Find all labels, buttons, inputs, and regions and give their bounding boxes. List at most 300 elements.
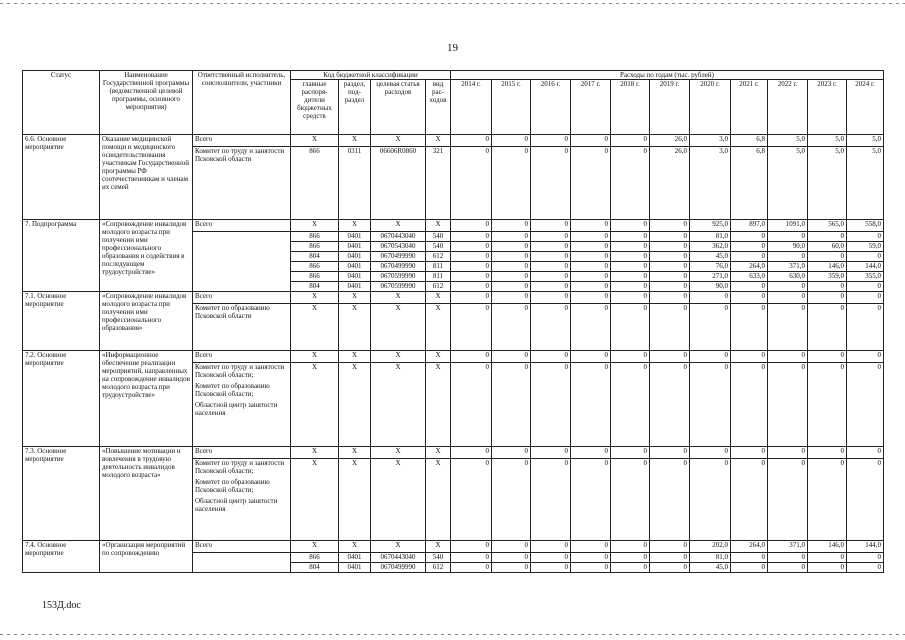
status-cell: 7.1. Основное мероприятие	[23, 292, 100, 351]
expense-value-cell: 0	[451, 252, 492, 262]
program-name-cell: «Повышение мотивации и вовлечения в трудовую деятельность инвалидов молодого возраста»	[100, 447, 193, 541]
responsible-entry: Комитет по труду и занятости Псковской области;	[195, 459, 285, 475]
budget-code-cell: X	[426, 363, 451, 447]
expense-value-cell: 0	[492, 553, 531, 563]
header-status: Статус	[23, 71, 100, 135]
expense-value-cell: 0	[731, 459, 768, 541]
responsible-entry: Комитет по образованию Псковской области	[195, 304, 270, 320]
status-cell: 7.2. Основное мероприятие	[23, 351, 100, 447]
budget-code-cell: X	[426, 351, 451, 363]
expense-value-cell: 0	[451, 292, 492, 304]
expense-value-cell: 5,0	[808, 147, 847, 220]
expense-value-cell: 0	[611, 252, 650, 262]
expense-value-cell: 0	[531, 252, 571, 262]
header-year: 2017 г.	[571, 80, 611, 135]
program-name-cell: Оказание медицинской помощи и медицинского освидетельствования участникам Государственной программы РФ соотечественникам и членам их семей	[100, 135, 193, 220]
expense-value-cell: 0	[492, 220, 531, 232]
budget-code-cell: X	[291, 459, 339, 541]
expense-value-cell: 0	[531, 447, 571, 459]
budget-code-cell: 866	[291, 272, 339, 282]
expense-value-cell: 0	[571, 447, 611, 459]
expense-value-cell: 0	[451, 262, 492, 272]
expense-value-cell: 0	[847, 232, 884, 242]
expense-value-cell: 0	[847, 363, 884, 447]
budget-code-cell: X	[339, 351, 371, 363]
budget-code-cell: X	[426, 220, 451, 232]
expense-value-cell: 0	[531, 541, 571, 553]
expense-value-cell: 0	[492, 252, 531, 262]
expense-value-cell: 0	[808, 351, 847, 363]
budget-code-cell: X	[291, 304, 339, 351]
expense-value-cell: 0	[492, 282, 531, 292]
expense-value-cell: 359,0	[808, 272, 847, 282]
budget-code-cell: X	[339, 135, 371, 147]
budget-code-cell: 0670499990	[371, 563, 426, 573]
expense-value-cell: 0	[611, 304, 650, 351]
status-cell: 6.6. Основное мероприятие	[23, 135, 100, 220]
expense-value-cell: 0	[650, 252, 690, 262]
expense-value-cell: 0	[611, 242, 650, 252]
expense-value-cell: 0	[571, 147, 611, 220]
expense-value-cell: 0	[611, 292, 650, 304]
expense-value-cell: 0	[808, 459, 847, 541]
expense-value-cell: 0	[611, 147, 650, 220]
budget-code-cell: X	[371, 363, 426, 447]
expense-value-cell: 0	[531, 459, 571, 541]
expense-value-cell: 0	[650, 282, 690, 292]
budget-code-cell: X	[371, 220, 426, 232]
expense-value-cell: 633,0	[731, 272, 768, 282]
expense-value-cell: 0	[847, 563, 884, 573]
expense-value-cell: 0	[451, 447, 492, 459]
expense-value-cell: 144,0	[847, 541, 884, 553]
expense-value-cell: 0	[808, 447, 847, 459]
expense-value-cell: 0	[690, 447, 731, 459]
responsible-entry: Всего	[195, 220, 213, 228]
budget-code-cell: 0401	[339, 242, 371, 252]
responsible-entry: Комитет по труду и занятости Псковской области	[195, 147, 285, 163]
expense-value-cell: 0	[768, 282, 808, 292]
expense-value-cell: 81,0	[690, 232, 731, 242]
expense-value-cell: 0	[531, 351, 571, 363]
header-responsible: Ответственный исполнитель, соисполнители, участники	[193, 71, 291, 135]
expense-value-cell: 0	[451, 147, 492, 220]
expense-value-cell: 5,0	[768, 135, 808, 147]
responsible-cell	[193, 135, 291, 147]
budget-code-cell: 811	[426, 262, 451, 272]
budget-code-cell: 0670499990	[371, 252, 426, 262]
expense-value-cell: 0	[808, 363, 847, 447]
budget-code-cell: 0401	[339, 553, 371, 563]
budget-code-cell: 0401	[339, 272, 371, 282]
expense-value-cell: 81,0	[690, 553, 731, 563]
expense-value-cell: 0	[571, 135, 611, 147]
expense-value-cell: 0	[650, 292, 690, 304]
expense-value-cell: 0	[847, 252, 884, 262]
table-row	[23, 220, 884, 232]
expense-value-cell: 0	[531, 242, 571, 252]
expense-value-cell: 371,0	[768, 262, 808, 272]
expense-value-cell: 0	[531, 553, 571, 563]
expense-value-cell: 0	[531, 272, 571, 282]
expense-value-cell: 0	[492, 363, 531, 447]
expense-value-cell: 0	[768, 252, 808, 262]
budget-code-cell: 0670499990	[371, 262, 426, 272]
scan-edge-top	[0, 3, 905, 4]
expense-value-cell: 0	[650, 272, 690, 282]
expense-value-cell: 0	[768, 447, 808, 459]
expense-value-cell: 5,0	[847, 147, 884, 220]
table-body	[23, 135, 884, 573]
expense-value-cell: 362,0	[690, 242, 731, 252]
table-row	[23, 292, 884, 304]
header-year: 2015 г.	[492, 80, 531, 135]
expense-value-cell: 0	[690, 363, 731, 447]
status-cell: 7. Подпрограмма	[23, 220, 100, 292]
budget-code-cell: X	[291, 363, 339, 447]
budget-code-cell: X	[371, 351, 426, 363]
expense-value-cell: 897,0	[731, 220, 768, 232]
expense-value-cell: 0	[531, 262, 571, 272]
header-year: 2016 г.	[531, 80, 571, 135]
budget-code-cell: X	[426, 541, 451, 553]
responsible-entry: Всего	[195, 351, 213, 359]
expense-value-cell: 76,0	[690, 262, 731, 272]
expense-value-cell: 0	[611, 459, 650, 541]
expense-value-cell: 0	[492, 147, 531, 220]
expense-value-cell: 0	[611, 232, 650, 242]
expense-value-cell: 0	[650, 447, 690, 459]
expense-value-cell: 0	[492, 272, 531, 282]
responsible-entry: Комитет по образованию Псковской области;	[195, 382, 270, 398]
expense-value-cell: 0	[451, 232, 492, 242]
expense-value-cell: 3,0	[690, 147, 731, 220]
expense-value-cell: 0	[492, 242, 531, 252]
expense-value-cell: 0	[451, 272, 492, 282]
expense-value-cell: 0	[571, 541, 611, 553]
table-header	[23, 71, 884, 135]
expense-value-cell: 0	[731, 232, 768, 242]
budget-code-cell: 0670599990	[371, 282, 426, 292]
header-year: 2014 г.	[451, 80, 492, 135]
responsible-cell	[193, 447, 291, 459]
expense-value-cell: 0	[690, 292, 731, 304]
responsible-entry: Комитет по образованию Псковской области;	[195, 478, 270, 494]
expense-value-cell: 0	[808, 563, 847, 573]
budget-code-cell: 866	[291, 242, 339, 252]
budget-code-cell: 540	[426, 242, 451, 252]
expense-value-cell: 0	[571, 252, 611, 262]
budget-table	[22, 70, 884, 573]
expense-value-cell: 0	[611, 135, 650, 147]
program-name-cell: «Сопровождение инвалидов молодого возраста при получении ими профессионального образования»	[100, 292, 193, 351]
budget-code-cell: 866	[291, 147, 339, 220]
responsible-cell	[193, 304, 291, 351]
budget-code-cell: 321	[426, 147, 451, 220]
expense-value-cell: 0	[650, 563, 690, 573]
expense-value-cell: 0	[731, 292, 768, 304]
expense-value-cell: 0	[847, 282, 884, 292]
expense-value-cell: 0	[571, 351, 611, 363]
budget-code-cell: X	[291, 135, 339, 147]
expense-value-cell: 0	[451, 459, 492, 541]
expense-value-cell: 0	[492, 262, 531, 272]
program-name-cell: «Сопровождение инвалидов молодого возраста при получении ими профессионального образования и содействия в последующем трудоустройстве»	[100, 220, 193, 292]
expense-value-cell: 146,0	[808, 262, 847, 272]
expense-value-cell: 0	[847, 447, 884, 459]
budget-code-cell: X	[371, 541, 426, 553]
budget-code-cell: X	[371, 135, 426, 147]
budget-code-cell: X	[339, 304, 371, 351]
expense-value-cell: 0	[611, 541, 650, 553]
expense-value-cell: 0	[531, 147, 571, 220]
responsible-cell	[193, 541, 291, 553]
expense-value-cell: 0	[847, 304, 884, 351]
expense-value-cell: 6,8	[731, 135, 768, 147]
expense-value-cell: 0	[451, 553, 492, 563]
expense-value-cell: 1091,0	[768, 220, 808, 232]
expense-value-cell: 45,0	[690, 563, 731, 573]
budget-code-cell: X	[371, 447, 426, 459]
responsible-cell	[193, 459, 291, 541]
expense-value-cell: 0	[451, 351, 492, 363]
expense-value-cell: 0	[847, 553, 884, 563]
budget-code-cell: X	[426, 447, 451, 459]
expense-value-cell: 26,0	[650, 147, 690, 220]
page-number: 19	[447, 42, 458, 54]
expense-value-cell: 0	[650, 553, 690, 563]
expense-value-cell: 0	[451, 282, 492, 292]
table-row	[23, 135, 884, 147]
expense-value-cell: 0	[847, 459, 884, 541]
expense-value-cell: 0	[768, 553, 808, 563]
expense-value-cell: 0	[571, 304, 611, 351]
responsible-entry: Комитет по труду и занятости Псковской области;	[195, 363, 285, 379]
expense-value-cell: 630,0	[768, 272, 808, 282]
expense-value-cell: 0	[808, 252, 847, 262]
budget-code-cell: 0401	[339, 262, 371, 272]
expense-value-cell: 6,8	[731, 147, 768, 220]
responsible-cell	[193, 220, 291, 232]
expense-value-cell: 0	[571, 282, 611, 292]
header-year: 2019 г.	[650, 80, 690, 135]
expense-value-cell: 0	[571, 262, 611, 272]
expense-value-cell: 0	[731, 363, 768, 447]
budget-code-cell: 804	[291, 563, 339, 573]
expense-value-cell: 0	[531, 363, 571, 447]
responsible-cell	[193, 351, 291, 363]
expense-value-cell: 271,0	[690, 272, 731, 282]
expense-value-cell: 0	[768, 304, 808, 351]
header-year: 2018 г.	[611, 80, 650, 135]
program-name-cell: «Организация мероприятий по сопровождению	[100, 541, 193, 573]
header-year: 2021 г.	[731, 80, 768, 135]
expense-value-cell: 0	[571, 553, 611, 563]
expense-value-cell: 264,0	[731, 262, 768, 272]
expense-value-cell: 0	[492, 541, 531, 553]
expense-value-cell: 565,0	[808, 220, 847, 232]
header-year: 2020 г.	[690, 80, 731, 135]
budget-code-cell: 866	[291, 232, 339, 242]
expense-value-cell: 0	[451, 563, 492, 573]
expense-value-cell: 0	[492, 447, 531, 459]
expense-value-cell: 0	[531, 220, 571, 232]
expense-value-cell: 925,0	[690, 220, 731, 232]
budget-code-cell: 0670443040	[371, 553, 426, 563]
expense-value-cell: 264,0	[731, 541, 768, 553]
expense-value-cell: 0	[611, 351, 650, 363]
expense-value-cell: 0	[492, 304, 531, 351]
expense-value-cell: 0	[808, 304, 847, 351]
budget-code-cell: 540	[426, 232, 451, 242]
expense-value-cell: 0	[451, 135, 492, 147]
responsible-cell	[193, 363, 291, 447]
budget-code-cell: 540	[426, 553, 451, 563]
expense-value-cell: 59,0	[847, 242, 884, 252]
budget-code-cell: 06606R0860	[371, 147, 426, 220]
expense-value-cell: 0	[611, 363, 650, 447]
expense-value-cell: 0	[611, 282, 650, 292]
header-budget-code: Код бюджетной классификации	[291, 71, 451, 80]
expense-value-cell: 0	[611, 563, 650, 573]
expense-value-cell: 0	[531, 282, 571, 292]
expense-value-cell: 5,0	[847, 135, 884, 147]
status-cell: 7.4. Основное мероприятие	[23, 541, 100, 573]
expense-value-cell: 0	[808, 282, 847, 292]
expense-value-cell: 355,0	[847, 272, 884, 282]
expense-value-cell: 5,0	[808, 135, 847, 147]
expense-value-cell: 0	[731, 447, 768, 459]
expense-value-cell: 0	[690, 351, 731, 363]
header-vr: вид рас-ходов	[426, 80, 451, 135]
expense-value-cell: 0	[768, 292, 808, 304]
expense-value-cell: 0	[571, 563, 611, 573]
expense-value-cell: 0	[531, 135, 571, 147]
expense-value-cell: 0	[731, 553, 768, 563]
expense-value-cell: 202,0	[690, 541, 731, 553]
expense-value-cell: 0	[492, 563, 531, 573]
expense-value-cell: 0	[611, 272, 650, 282]
budget-code-cell: X	[426, 135, 451, 147]
budget-code-cell: 0311	[339, 147, 371, 220]
budget-code-cell: 0401	[339, 563, 371, 573]
budget-code-cell: 866	[291, 553, 339, 563]
expense-value-cell: 90,0	[690, 282, 731, 292]
budget-code-cell: 0401	[339, 252, 371, 262]
expense-value-cell: 0	[451, 220, 492, 232]
responsible-entry: Всего	[195, 447, 213, 455]
expense-value-cell: 0	[451, 541, 492, 553]
budget-code-cell: 0670443040	[371, 232, 426, 242]
budget-code-cell: X	[339, 541, 371, 553]
expense-value-cell: 0	[731, 304, 768, 351]
expense-value-cell: 0	[768, 459, 808, 541]
budget-code-cell: X	[426, 304, 451, 351]
expense-value-cell: 0	[492, 351, 531, 363]
expense-value-cell: 0	[611, 447, 650, 459]
budget-code-cell: 811	[426, 272, 451, 282]
responsible-entry: Всего	[195, 292, 213, 300]
expense-value-cell: 0	[492, 232, 531, 242]
header-csr: целевая статья расходов	[371, 80, 426, 135]
header-year: 2023 г.	[808, 80, 847, 135]
budget-code-cell: X	[291, 541, 339, 553]
expense-value-cell: 0	[531, 232, 571, 242]
responsible-cell	[193, 292, 291, 304]
budget-code-cell: X	[371, 292, 426, 304]
responsible-cell	[193, 232, 291, 292]
footer-filename: 153Д.doc	[42, 600, 81, 611]
expense-value-cell: 0	[690, 304, 731, 351]
expense-value-cell: 0	[650, 351, 690, 363]
expense-value-cell: 0	[611, 262, 650, 272]
responsible-cell	[193, 147, 291, 220]
expense-value-cell: 0	[690, 459, 731, 541]
budget-code-cell: X	[426, 292, 451, 304]
responsible-entry: Всего	[195, 135, 213, 143]
table-row	[23, 351, 884, 363]
expense-value-cell: 0	[847, 292, 884, 304]
expense-value-cell: 0	[571, 363, 611, 447]
expense-value-cell: 558,0	[847, 220, 884, 232]
budget-code-cell: 804	[291, 282, 339, 292]
expense-value-cell: 0	[808, 232, 847, 242]
expense-value-cell: 90,0	[768, 242, 808, 252]
budget-code-cell: X	[339, 459, 371, 541]
budget-code-cell: 0670599990	[371, 272, 426, 282]
header-year: 2022 г.	[768, 80, 808, 135]
expense-value-cell: 0	[650, 363, 690, 447]
header-expenses: Расходы по годам (тыс. рублей)	[451, 71, 884, 80]
expense-value-cell: 0	[571, 272, 611, 282]
expense-value-cell: 0	[650, 232, 690, 242]
expense-value-cell: 146,0	[808, 541, 847, 553]
expense-value-cell: 0	[531, 304, 571, 351]
expense-value-cell: 0	[451, 363, 492, 447]
budget-code-cell: X	[291, 447, 339, 459]
expense-value-cell: 0	[650, 262, 690, 272]
budget-code-cell: X	[371, 304, 426, 351]
budget-code-cell: X	[339, 292, 371, 304]
expense-value-cell: 0	[731, 242, 768, 252]
budget-code-cell: 866	[291, 262, 339, 272]
expense-value-cell: 0	[768, 563, 808, 573]
budget-code-cell: 612	[426, 252, 451, 262]
budget-code-cell: X	[291, 351, 339, 363]
budget-code-cell: X	[371, 459, 426, 541]
header-rz: раздел, под-раздел	[339, 80, 371, 135]
expense-value-cell: 0	[571, 220, 611, 232]
expense-value-cell: 0	[531, 563, 571, 573]
budget-code-cell: 0670543040	[371, 242, 426, 252]
expense-value-cell: 60,0	[808, 242, 847, 252]
expense-value-cell: 0	[611, 553, 650, 563]
expense-value-cell: 0	[571, 232, 611, 242]
budget-code-cell: X	[426, 459, 451, 541]
header-year: 2024 г.	[847, 80, 884, 135]
expense-value-cell: 0	[650, 220, 690, 232]
expense-value-cell: 0	[650, 459, 690, 541]
budget-code-cell: X	[291, 220, 339, 232]
program-name-cell: «Информационное обеспечение реализации мероприятий, направленных на сопровождение инвалидов молодого возраста при трудоустройстве»	[100, 351, 193, 447]
expense-value-cell: 45,0	[690, 252, 731, 262]
expense-value-cell: 0	[571, 242, 611, 252]
expense-value-cell: 0	[847, 351, 884, 363]
expense-value-cell: 0	[731, 351, 768, 363]
expense-value-cell: 0	[731, 282, 768, 292]
responsible-entry: Всего	[195, 541, 213, 549]
expense-value-cell: 0	[768, 232, 808, 242]
